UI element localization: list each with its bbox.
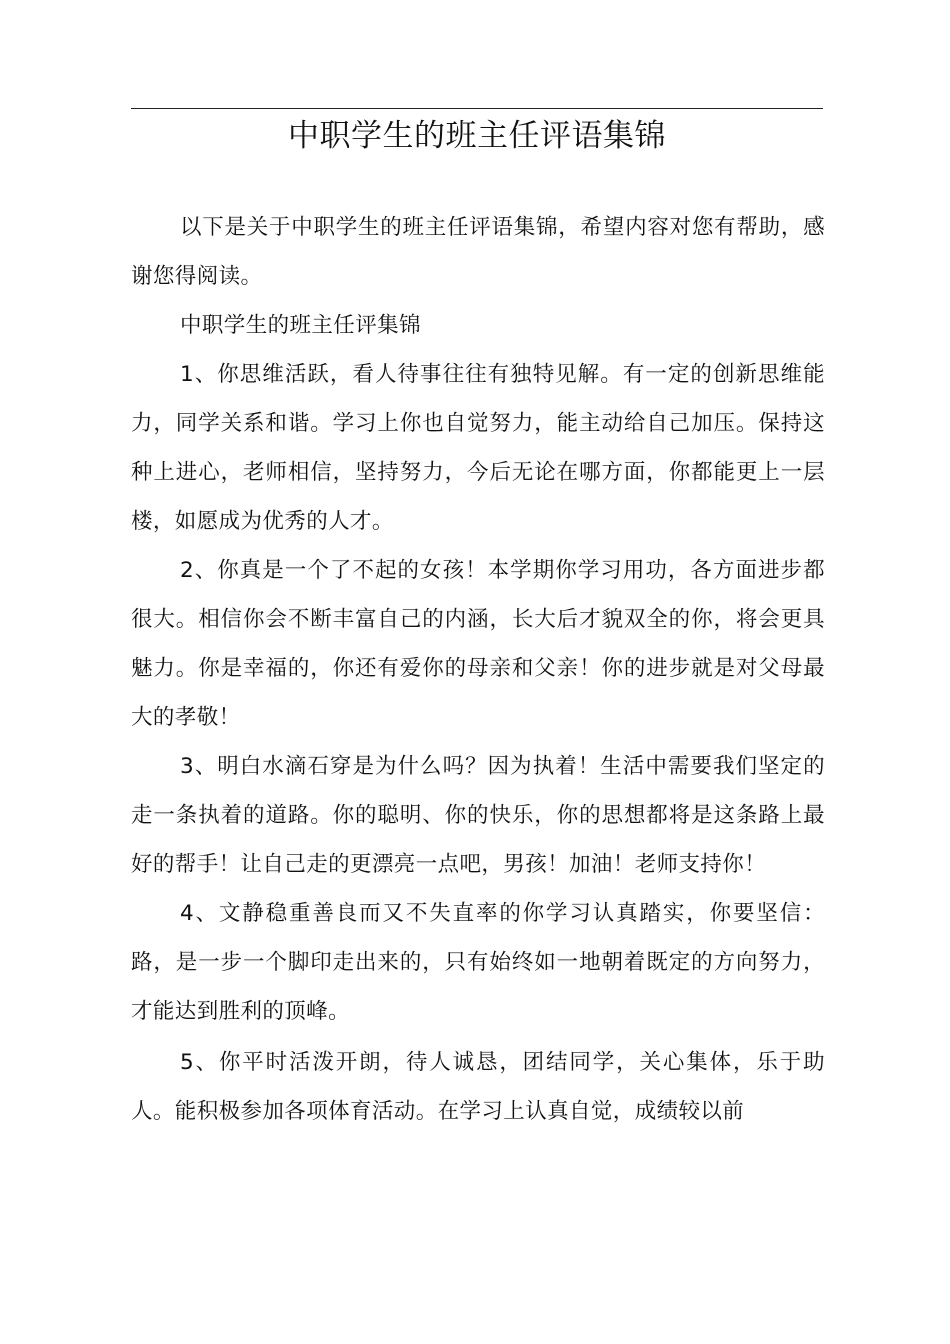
document-title: 中职学生的班主任评语集锦 [288, 118, 666, 154]
intro-paragraph: 以下是关于中职学生的班主任评语集锦，希望内容对您有帮助，感谢您得阅读。 [131, 215, 825, 289]
comment-paragraph-4: 4、文静稳重善良而又不失直率的你学习认真踏实，你要坚信：路，是一步一个脚印走出来的，只有始终如一地朝着既定的方向努力，才能达到胜利的顶峰。 [131, 901, 825, 1024]
comment-paragraph-1: 1、你思维活跃，看人待事往往有独特见解。有一定的创新思维能力，同学关系和谐。学习上你也自觉努力，能主动给自己加压。保持这种上进心，老师相信，坚持努力，今后无论在哪方面，你都能更上一层楼，如愿成为优秀的人才。 [131, 362, 825, 534]
header-rule [131, 108, 823, 109]
comment-paragraph-3: 3、明白水滴石穿是为什么吗？因为执着！生活中需要我们坚定的走一条执着的道路。你的聪明、你的快乐，你的思想都将是这条路上最好的帮手！让自己走的更漂亮一点吧，男孩！加油！老师支持你！ [131, 754, 825, 877]
comment-paragraph-2: 2、你真是一个了不起的女孩！本学期你学习用功，各方面进步都很大。相信你会不断丰富自己的内涵，长大后才貌双全的你，将会更具魅力。你是幸福的，你还有爱你的母亲和父亲！你的进步就是对父母最大的孝敬！ [131, 558, 825, 730]
comment-paragraph-5: 5、你平时活泼开朗，待人诚恳，团结同学，关心集体，乐于助人。能积极参加各项体育活动。在学习上认真自觉，成绩较以前 [131, 1050, 825, 1124]
section-heading: 中职学生的班主任评集锦 [180, 313, 421, 338]
document-body [131, 203, 825, 1136]
